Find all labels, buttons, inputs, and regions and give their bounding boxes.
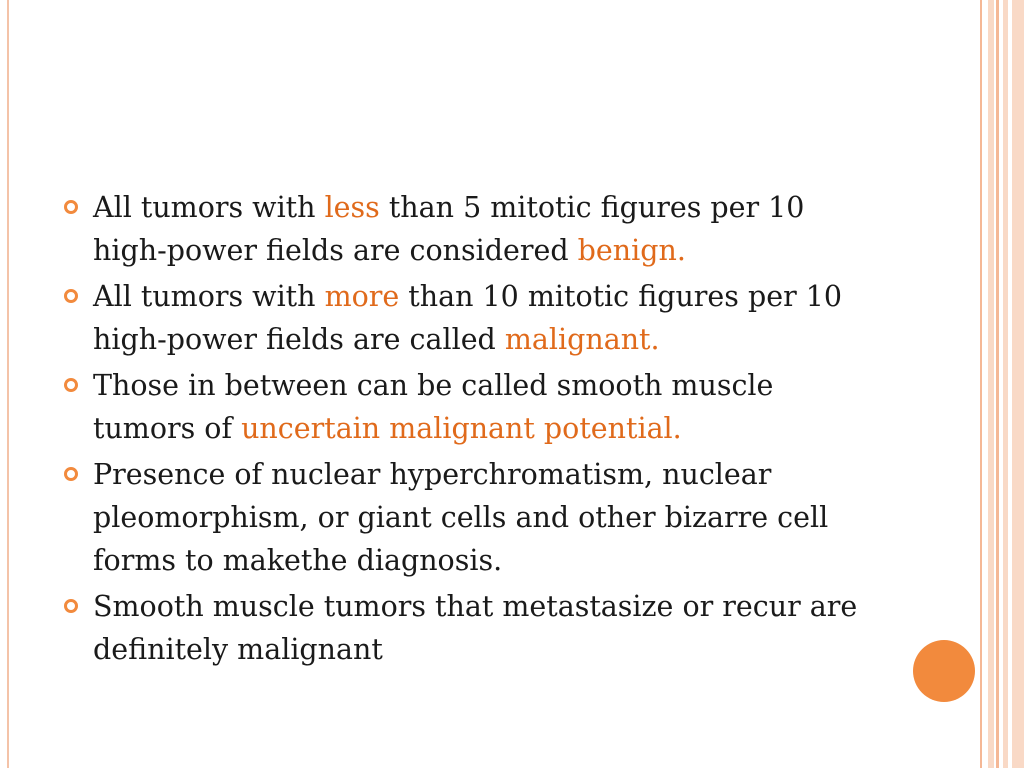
bullet-text: All tumors with more than 10 mitotic figures per 10 high-power fields are called malignant.: [93, 280, 843, 356]
ring-bullet-icon: [64, 599, 78, 613]
right-stripe: [980, 0, 982, 768]
decorative-circle: [913, 640, 975, 702]
highlight-text: uncertain malignant potential.: [241, 412, 682, 445]
right-stripe: [1003, 0, 1008, 768]
highlight-text: less: [324, 191, 380, 224]
ring-bullet-icon: [64, 289, 78, 303]
right-stripe: [988, 0, 994, 768]
highlight-text: benign.: [577, 234, 686, 267]
bullet-item: [62, 453, 882, 582]
bullet-item: [62, 364, 882, 450]
right-stripe: [1012, 0, 1024, 768]
bullet-text: Those in between can be called smooth muscle tumors of uncertain malignant potential.: [93, 369, 774, 445]
bullet-item: [62, 585, 882, 671]
left-border-line: [7, 0, 9, 768]
highlight-text: more: [324, 280, 400, 313]
bullet-item: [62, 275, 882, 361]
ring-bullet-icon: [64, 467, 78, 481]
bullet-item: [62, 186, 882, 272]
bullet-list: [62, 186, 882, 674]
ring-bullet-icon: [64, 378, 78, 392]
highlight-text: malignant.: [504, 323, 660, 356]
bullet-text: Smooth muscle tumors that metastasize or recur are definitely malignant: [93, 590, 858, 666]
ring-bullet-icon: [64, 200, 78, 214]
bullet-text: All tumors with less than 5 mitotic figures per 10 high-power fields are considered benign.: [93, 191, 805, 267]
right-stripe: [996, 0, 999, 768]
bullet-text: Presence of nuclear hyperchromatism, nuclear pleomorphism, or giant cells and other bizarre cell forms to makethe diagnosis.: [93, 458, 829, 577]
